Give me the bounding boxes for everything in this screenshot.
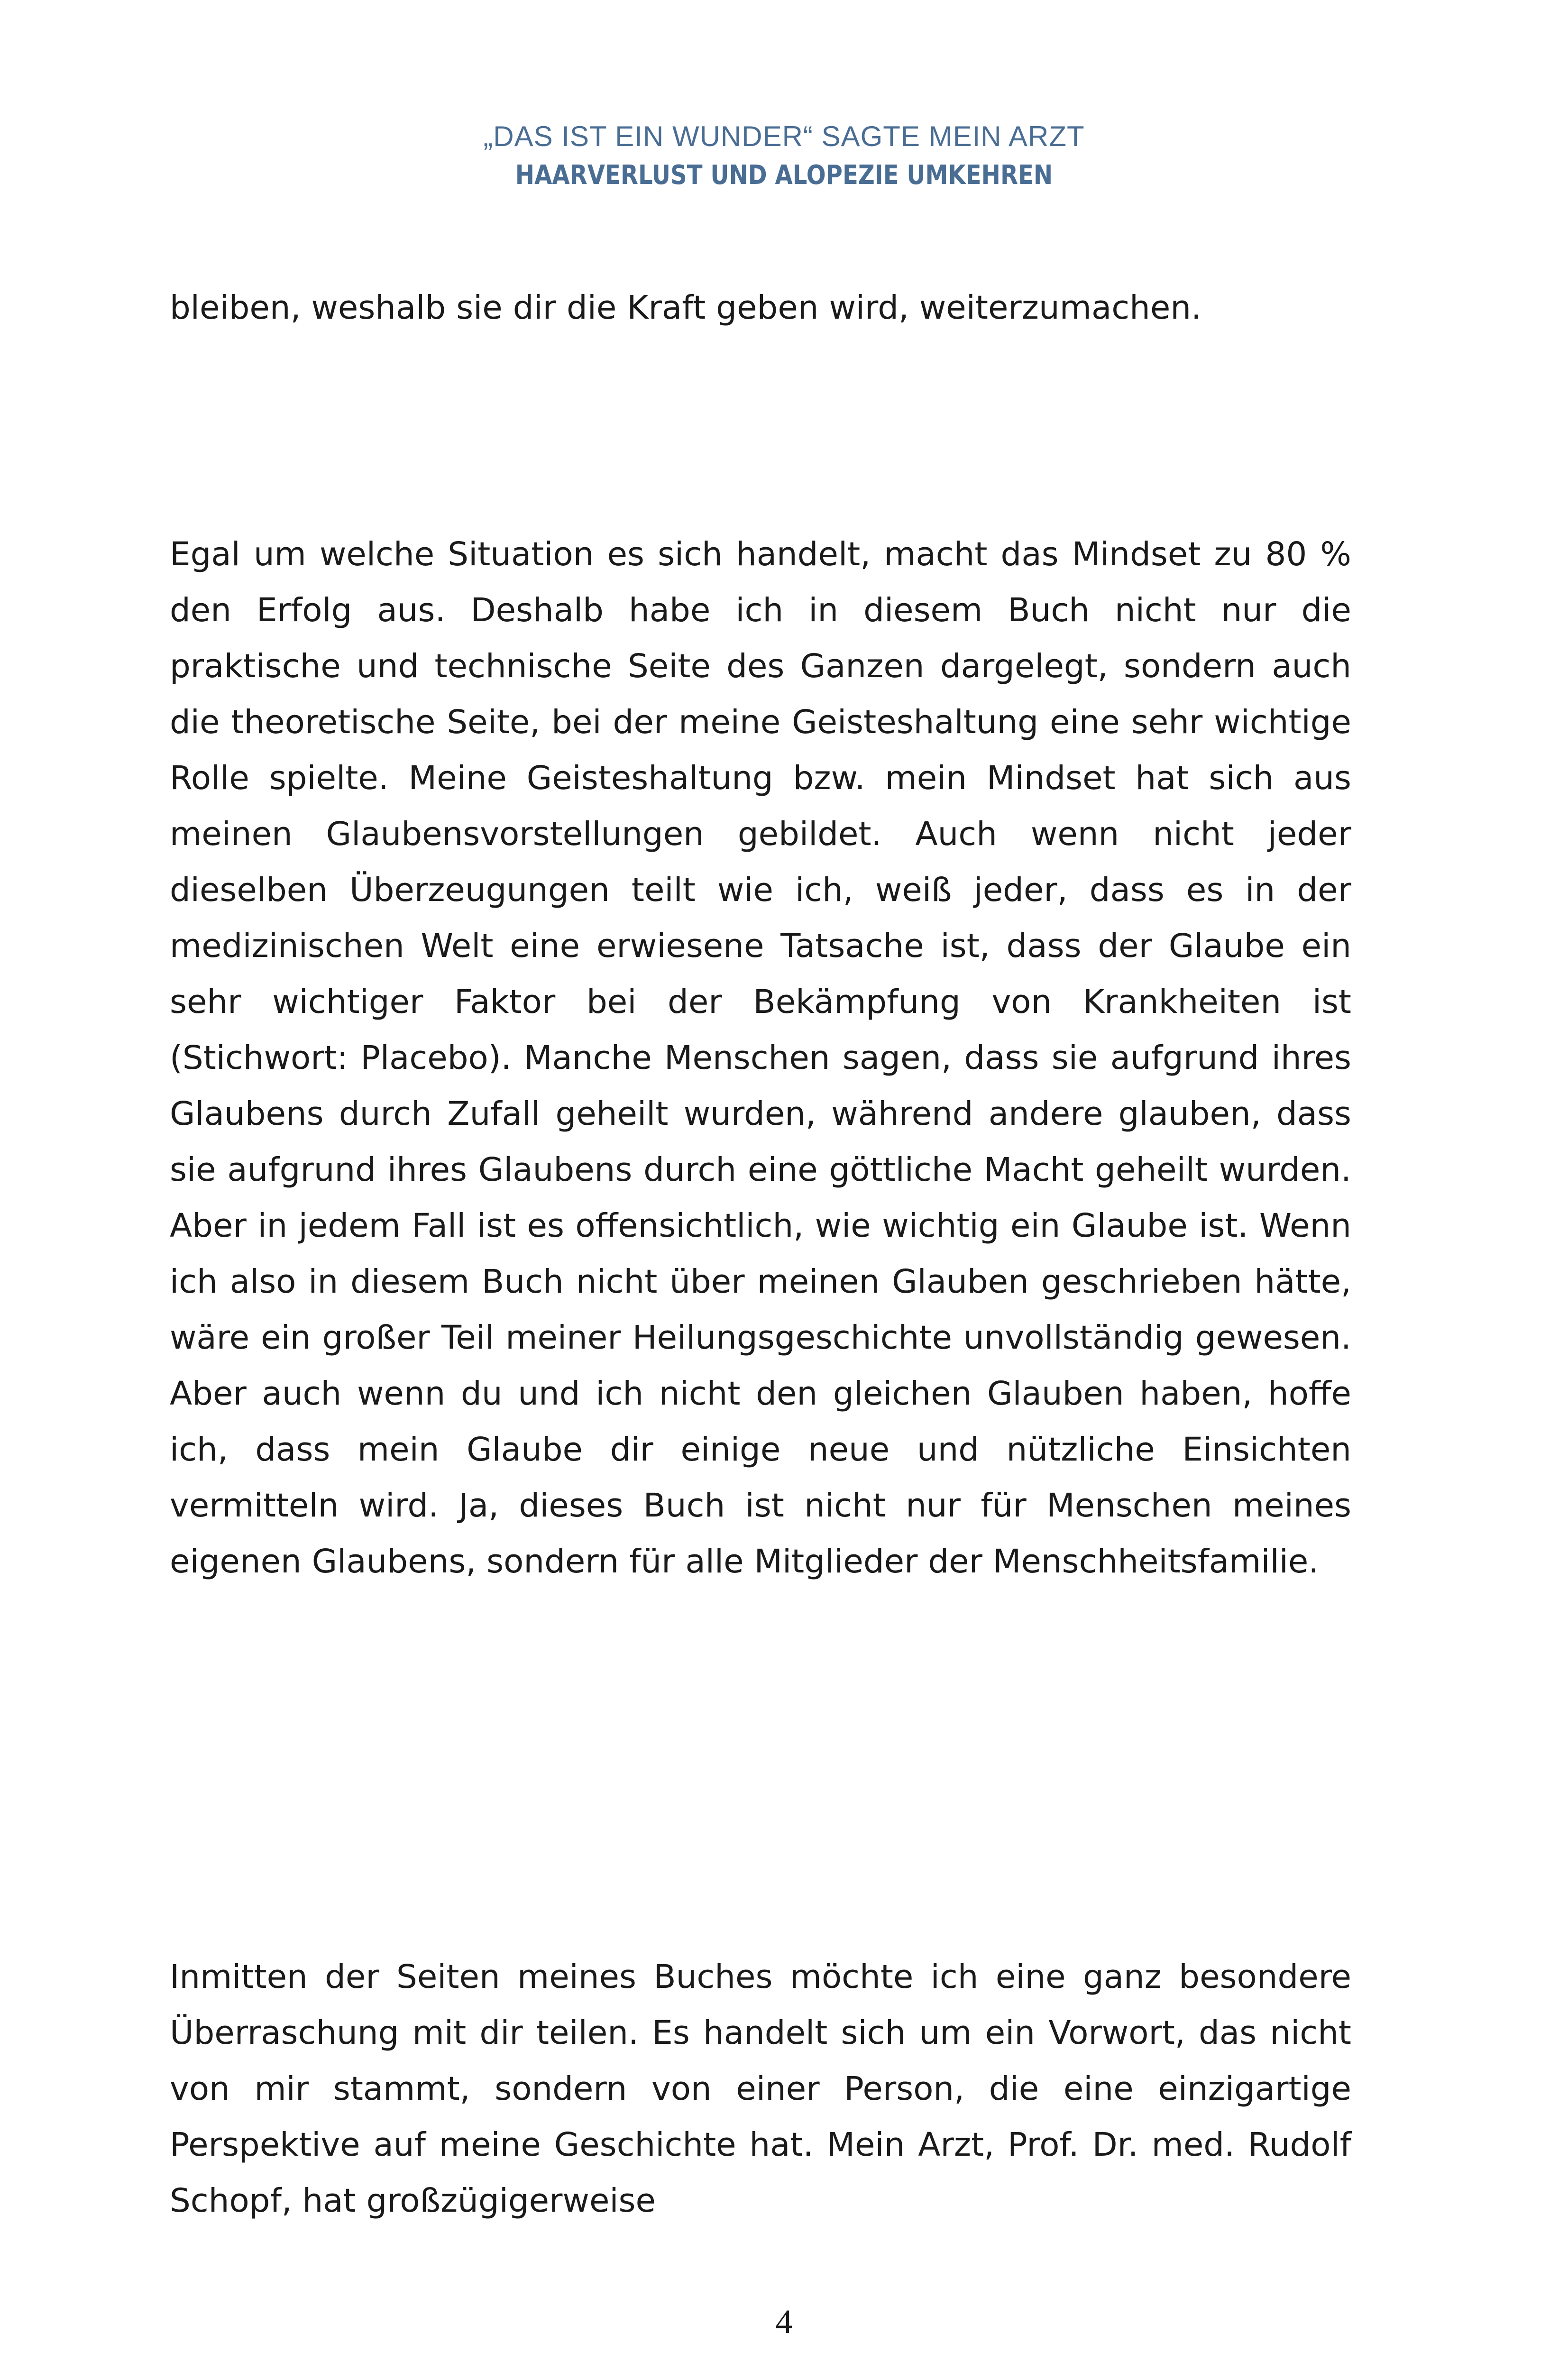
book-title: „DAS IST EIN WUNDER“ SAGTE MEIN ARZT <box>483 120 1085 152</box>
page-number: 4 <box>775 2303 793 2341</box>
paragraph-continuation: bleiben, weshalb sie dir die Kraft geben wird, weiterzumachen. <box>170 289 1202 327</box>
book-subtitle: HAARVERLUST UND ALOPEZIE UMKEHREN <box>515 160 1053 191</box>
paragraph-mindset: Egal um welche Situation es sich handelt, macht das Mindset zu 80 % den Erfolg aus. Deshalb habe ich in diesem Buch nicht nur die praktische und technische Seite des Ganzen dargelegt, sondern auch die theoretische Seite, bei der meine Geisteshaltung eine sehr wichtige Rolle spielte. Meine Geisteshaltung bzw. mein Mindset hat sich aus meinen Glaubensvorstellungen gebildet. Auch wenn nicht jeder dieselben Überzeugungen teilt wie ich, weiß jeder, dass es in der medizinischen Welt eine erwiesene Tatsache ist, dass der Glaube ein sehr wichtiger Faktor bei der Bekämpfung von Krankheiten ist (Stichwort: Placebo). Manche Menschen sagen, dass sie aufgrund ihres Glaubens durch Zufall geheilt wurden, während andere glauben, dass sie aufgrund ihres Glaubens durch eine göttliche Macht geheilt wurden. Aber in jedem Fall ist es offensichtlich, wie wichtig ein Glaube ist. Wenn ich also in diesem Buch nicht über meinen Glauben geschrieben hätte, wäre ein großer Teil meiner Heilungsgeschichte unvollständig gewesen. Aber auch wenn du und ich nicht den gleichen Glauben haben, hoffe ich, dass mein Glaube dir einige neue und nützliche Einsichten vermitteln wird. Ja, dieses Buch ist nicht nur für Menschen meines eigenen Glaubens, sondern für alle Mitglieder der Menschheitsfamilie. <box>170 535 1351 1581</box>
paragraph-foreword-intro: Inmitten der Seiten meines Buches möchte ich eine ganz besondere Überraschung mit dir teilen. Es handelt sich um ein Vorwort, das nicht von mir stammt, sondern von einer Person, die eine einzigartige Perspektive auf meine Geschichte hat. Mein Arzt, Prof. Dr. med. Rudolf Schopf, hat großzügigerweise <box>170 1958 1351 2220</box>
running-header <box>0 118 1568 195</box>
